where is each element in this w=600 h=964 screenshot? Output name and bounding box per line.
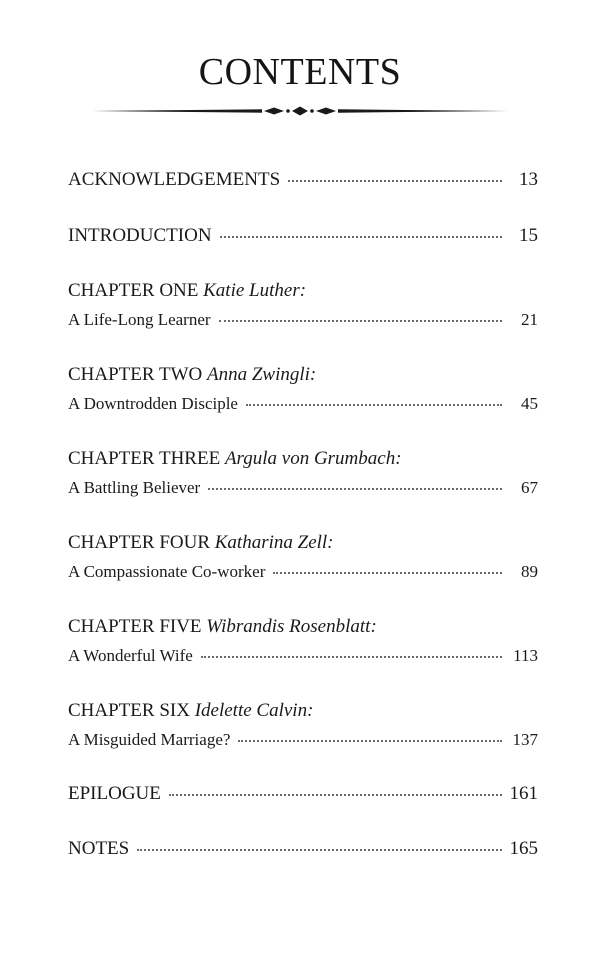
chapter-subject: Katharina Zell: <box>214 532 334 553</box>
chapter-title: A Battling Believer <box>68 478 201 497</box>
chapter-number: CHAPTER FOUR <box>68 532 210 553</box>
dot-leader <box>169 793 502 796</box>
toc-entry-chapter-six[interactable] <box>68 699 538 752</box>
chapter-subject: Argula von Grumbach: <box>224 448 402 469</box>
toc-entry-notes[interactable] <box>68 837 538 861</box>
toc-page-number: 45 <box>521 394 538 413</box>
toc-entry-label: ACKNOWLEDGEMENTS <box>68 169 281 190</box>
chapter-number: CHAPTER FIVE <box>68 616 202 637</box>
chapter-title: A Compassionate Co-worker <box>68 562 266 581</box>
toc-entry-introduction[interactable] <box>68 224 538 248</box>
toc-page-number: 15 <box>519 225 538 246</box>
chapter-subject: Anna Zwingli: <box>206 364 317 385</box>
toc-entry-chapter-two[interactable] <box>68 363 538 416</box>
chapter-title: A Downtrodden Disciple <box>68 394 238 413</box>
chapter-subject: Idelette Calvin: <box>194 700 314 721</box>
dot-leader <box>288 179 502 182</box>
dot-leader <box>208 487 502 490</box>
chapter-heading <box>68 531 538 555</box>
dot-leader <box>238 739 502 742</box>
chapter-number: CHAPTER ONE <box>68 280 199 301</box>
dot-leader <box>220 235 502 238</box>
ornament-divider <box>92 103 508 119</box>
toc-page-number: 113 <box>513 646 538 665</box>
chapter-title: A Life-Long Learner <box>68 310 211 329</box>
toc-page-number: 165 <box>509 838 538 859</box>
toc-entry-chapter-five[interactable] <box>68 615 538 668</box>
toc-entry-chapter-four[interactable] <box>68 531 538 584</box>
chapter-heading <box>68 615 538 639</box>
chapter-title: A Wonderful Wife <box>68 646 193 665</box>
toc-page-number: 21 <box>521 310 538 329</box>
chapter-number: CHAPTER THREE <box>68 448 221 469</box>
chapter-heading <box>68 363 538 387</box>
chapter-subject: Wibrandis Rosenblatt: <box>206 616 377 637</box>
chapter-number: CHAPTER TWO <box>68 364 203 385</box>
dot-leader <box>137 848 501 851</box>
page-title: CONTENTS <box>198 51 402 93</box>
toc-page-number: 89 <box>521 562 538 581</box>
toc-page-number: 67 <box>521 478 538 497</box>
chapter-heading <box>68 279 538 303</box>
toc-entry-label: EPILOGUE <box>68 783 161 804</box>
dot-leader <box>201 655 502 658</box>
dot-leader <box>219 319 502 322</box>
toc-entry-chapter-one[interactable] <box>68 279 538 332</box>
toc-entry-epilogue[interactable] <box>68 782 538 806</box>
chapter-heading <box>68 699 538 723</box>
toc-page-number: 13 <box>519 169 538 190</box>
toc-entry-chapter-three[interactable] <box>68 447 538 500</box>
toc-page-number: 161 <box>509 783 538 804</box>
dot-leader <box>273 571 502 574</box>
chapter-heading <box>68 447 538 471</box>
toc-entry-acknowledgements[interactable] <box>68 168 538 192</box>
chapter-title: A Misguided Marriage? <box>68 730 231 749</box>
toc-page-number: 137 <box>512 730 538 749</box>
chapter-number: CHAPTER SIX <box>68 700 190 721</box>
dot-leader <box>246 403 502 406</box>
toc-entry-label: INTRODUCTION <box>68 225 212 246</box>
toc-entry-label: NOTES <box>68 838 130 859</box>
chapter-subject: Katie Luther: <box>203 280 307 301</box>
